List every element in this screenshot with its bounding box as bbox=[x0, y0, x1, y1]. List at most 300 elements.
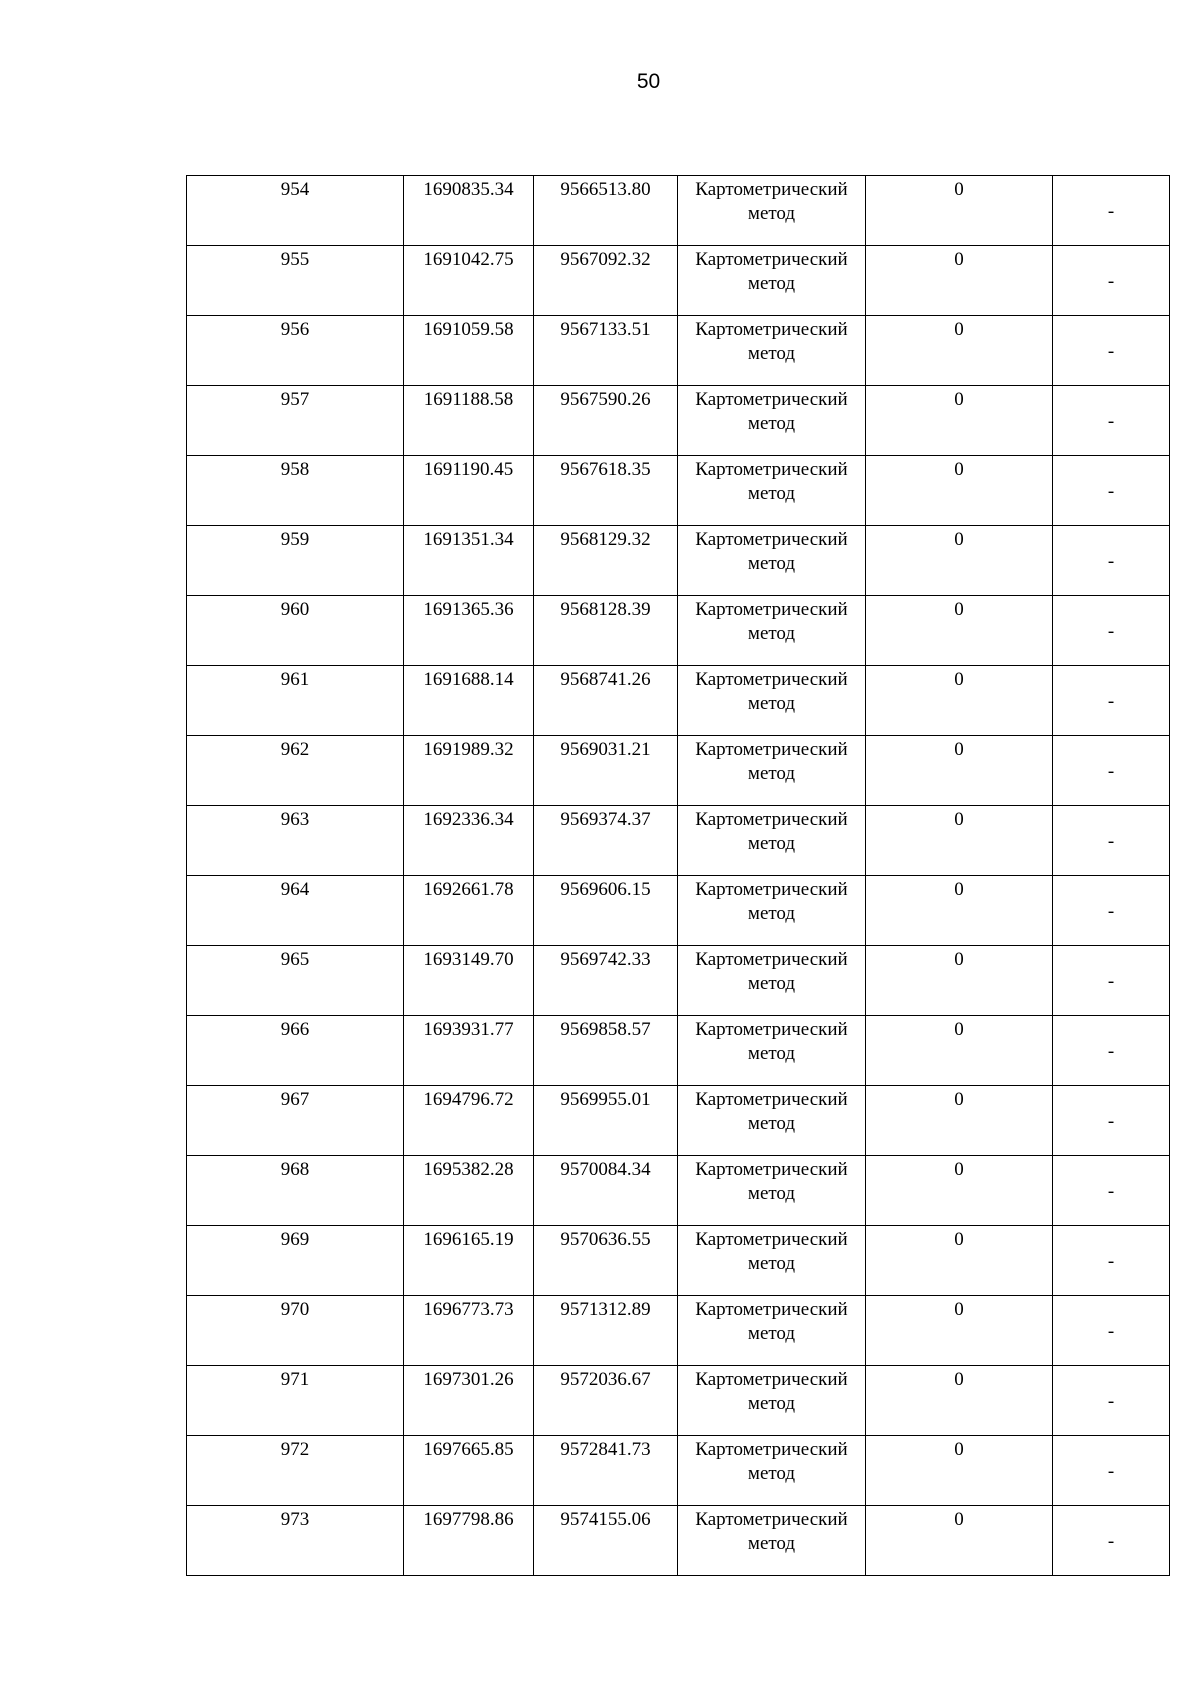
point-number-cell bbox=[187, 1366, 404, 1436]
x-coordinate-text: 1697301.26 bbox=[423, 1369, 514, 1390]
error-cell bbox=[866, 1016, 1053, 1086]
point-number-cell bbox=[187, 456, 404, 526]
point-number-cell bbox=[187, 526, 404, 596]
point-number-text: 973 bbox=[280, 1509, 310, 1530]
y-coordinate-text: 9571312.89 bbox=[560, 1299, 651, 1320]
method-text bbox=[678, 806, 865, 856]
y-coordinate-text: 9574155.06 bbox=[560, 1509, 651, 1530]
method-text bbox=[678, 1506, 865, 1556]
error-cell bbox=[866, 666, 1053, 736]
error-text: 0 bbox=[954, 459, 964, 480]
y-coordinate-cell bbox=[534, 736, 678, 806]
y-coordinate-cell bbox=[534, 1086, 678, 1156]
method-line-2: метод bbox=[747, 1183, 796, 1204]
point-number-cell bbox=[187, 1436, 404, 1506]
y-coordinate-text: 9567092.32 bbox=[560, 249, 651, 270]
method-cell bbox=[678, 596, 866, 666]
point-number-cell bbox=[187, 386, 404, 456]
note-text: - bbox=[1107, 1180, 1115, 1202]
table-row bbox=[187, 246, 1170, 316]
method-line-1: Картометрический bbox=[695, 1439, 848, 1460]
table-row bbox=[187, 1366, 1170, 1436]
note-cell bbox=[1053, 1226, 1170, 1296]
note-cell bbox=[1053, 526, 1170, 596]
method-cell bbox=[678, 386, 866, 456]
method-line-2: метод bbox=[747, 1043, 796, 1064]
error-cell bbox=[866, 1506, 1053, 1576]
x-coordinate-cell bbox=[404, 176, 534, 246]
method-line-2: метод bbox=[747, 1113, 796, 1134]
error-text: 0 bbox=[954, 249, 964, 270]
method-line-2: метод bbox=[747, 343, 796, 364]
note-text: - bbox=[1107, 830, 1115, 852]
error-text: 0 bbox=[954, 669, 964, 690]
y-coordinate-text: 9566513.80 bbox=[560, 179, 651, 200]
method-line-2: метод bbox=[747, 203, 796, 224]
note-text: - bbox=[1107, 900, 1115, 922]
method-cell bbox=[678, 666, 866, 736]
note-text: - bbox=[1107, 760, 1115, 782]
method-line-1: Картометрический bbox=[695, 1089, 848, 1110]
point-number-text: 954 bbox=[280, 179, 310, 200]
error-text: 0 bbox=[954, 1299, 964, 1320]
error-cell bbox=[866, 386, 1053, 456]
method-line-2: метод bbox=[747, 1323, 796, 1344]
note-cell bbox=[1053, 876, 1170, 946]
error-cell bbox=[866, 176, 1053, 246]
x-coordinate-cell bbox=[404, 1366, 534, 1436]
y-coordinate-text: 9572036.67 bbox=[560, 1369, 651, 1390]
point-number-text: 961 bbox=[280, 669, 310, 690]
point-number-cell bbox=[187, 1156, 404, 1226]
x-coordinate-text: 1692661.78 bbox=[423, 879, 514, 900]
error-cell bbox=[866, 246, 1053, 316]
y-coordinate-cell bbox=[534, 526, 678, 596]
point-number-cell bbox=[187, 876, 404, 946]
point-number-text: 965 bbox=[280, 949, 310, 970]
method-line-1: Картометрический bbox=[695, 809, 848, 830]
y-coordinate-text: 9569742.33 bbox=[560, 949, 651, 970]
x-coordinate-cell bbox=[404, 1296, 534, 1366]
method-text bbox=[678, 176, 865, 226]
x-coordinate-text: 1696773.73 bbox=[423, 1299, 514, 1320]
y-coordinate-cell bbox=[534, 456, 678, 526]
method-text bbox=[678, 1436, 865, 1486]
point-number-text: 971 bbox=[280, 1369, 310, 1390]
method-cell bbox=[678, 1086, 866, 1156]
point-number-cell bbox=[187, 806, 404, 876]
table-row bbox=[187, 1226, 1170, 1296]
method-text bbox=[678, 1226, 865, 1276]
y-coordinate-text: 9568741.26 bbox=[560, 669, 651, 690]
error-text: 0 bbox=[954, 389, 964, 410]
y-coordinate-cell bbox=[534, 316, 678, 386]
x-coordinate-cell bbox=[404, 1156, 534, 1226]
note-text: - bbox=[1107, 1320, 1115, 1342]
x-coordinate-cell bbox=[404, 876, 534, 946]
coordinates-table bbox=[186, 175, 1170, 1576]
note-cell bbox=[1053, 1086, 1170, 1156]
method-cell bbox=[678, 176, 866, 246]
note-text: - bbox=[1107, 620, 1115, 642]
method-text bbox=[678, 596, 865, 646]
point-number-cell bbox=[187, 1226, 404, 1296]
method-cell bbox=[678, 806, 866, 876]
method-line-1: Картометрический bbox=[695, 1159, 848, 1180]
method-text bbox=[678, 1156, 865, 1206]
error-text: 0 bbox=[954, 319, 964, 340]
y-coordinate-cell bbox=[534, 176, 678, 246]
point-number-text: 955 bbox=[280, 249, 310, 270]
note-text: - bbox=[1107, 970, 1115, 992]
x-coordinate-cell bbox=[404, 526, 534, 596]
point-number-text: 970 bbox=[280, 1299, 310, 1320]
y-coordinate-text: 9567133.51 bbox=[560, 319, 651, 340]
method-cell bbox=[678, 1296, 866, 1366]
table-row bbox=[187, 316, 1170, 386]
note-cell bbox=[1053, 596, 1170, 666]
point-number-cell bbox=[187, 1296, 404, 1366]
method-text bbox=[678, 1366, 865, 1416]
x-coordinate-cell bbox=[404, 596, 534, 666]
method-line-1: Картометрический bbox=[695, 1369, 848, 1390]
method-line-1: Картометрический bbox=[695, 1019, 848, 1040]
method-text bbox=[678, 946, 865, 996]
point-number-cell bbox=[187, 596, 404, 666]
point-number-text: 972 bbox=[280, 1439, 310, 1460]
y-coordinate-text: 9569374.37 bbox=[560, 809, 651, 830]
point-number-cell bbox=[187, 246, 404, 316]
error-cell bbox=[866, 1156, 1053, 1226]
table-row bbox=[187, 736, 1170, 806]
point-number-text: 956 bbox=[280, 319, 310, 340]
method-line-1: Картометрический bbox=[695, 599, 848, 620]
note-cell bbox=[1053, 456, 1170, 526]
error-cell bbox=[866, 1366, 1053, 1436]
note-cell bbox=[1053, 1366, 1170, 1436]
error-cell bbox=[866, 946, 1053, 1016]
x-coordinate-text: 1693931.77 bbox=[423, 1019, 514, 1040]
note-text: - bbox=[1107, 410, 1115, 432]
error-cell bbox=[866, 806, 1053, 876]
point-number-cell bbox=[187, 1506, 404, 1576]
error-cell bbox=[866, 316, 1053, 386]
method-cell bbox=[678, 1156, 866, 1226]
x-coordinate-text: 1696165.19 bbox=[423, 1229, 514, 1250]
method-text bbox=[678, 1016, 865, 1066]
method-line-2: метод bbox=[747, 623, 796, 644]
y-coordinate-text: 9568129.32 bbox=[560, 529, 651, 550]
note-text: - bbox=[1107, 480, 1115, 502]
error-text: 0 bbox=[954, 1509, 964, 1530]
y-coordinate-text: 9569031.21 bbox=[560, 739, 651, 760]
y-coordinate-cell bbox=[534, 666, 678, 736]
y-coordinate-text: 9569606.15 bbox=[560, 879, 651, 900]
point-number-cell bbox=[187, 1016, 404, 1086]
note-text: - bbox=[1107, 690, 1115, 712]
method-text bbox=[678, 456, 865, 506]
method-line-2: метод bbox=[747, 1253, 796, 1274]
method-line-2: метод bbox=[747, 973, 796, 994]
table-row bbox=[187, 806, 1170, 876]
method-line-1: Картометрический bbox=[695, 529, 848, 550]
method-cell bbox=[678, 1506, 866, 1576]
method-line-2: метод bbox=[747, 273, 796, 294]
method-cell bbox=[678, 1016, 866, 1086]
x-coordinate-text: 1691042.75 bbox=[423, 249, 514, 270]
table-row bbox=[187, 1086, 1170, 1156]
method-text bbox=[678, 526, 865, 576]
note-cell bbox=[1053, 1156, 1170, 1226]
y-coordinate-cell bbox=[534, 1226, 678, 1296]
error-cell bbox=[866, 1436, 1053, 1506]
note-cell bbox=[1053, 316, 1170, 386]
table-row bbox=[187, 1436, 1170, 1506]
y-coordinate-cell bbox=[534, 876, 678, 946]
method-line-1: Картометрический bbox=[695, 739, 848, 760]
table-row bbox=[187, 666, 1170, 736]
x-coordinate-cell bbox=[404, 246, 534, 316]
method-cell bbox=[678, 456, 866, 526]
y-coordinate-text: 9568128.39 bbox=[560, 599, 651, 620]
x-coordinate-text: 1691059.58 bbox=[423, 319, 514, 340]
note-cell bbox=[1053, 386, 1170, 456]
table-row bbox=[187, 456, 1170, 526]
point-number-text: 966 bbox=[280, 1019, 310, 1040]
method-line-1: Картометрический bbox=[695, 1299, 848, 1320]
error-text: 0 bbox=[954, 1439, 964, 1460]
y-coordinate-text: 9570636.55 bbox=[560, 1229, 651, 1250]
y-coordinate-cell bbox=[534, 386, 678, 456]
error-cell bbox=[866, 736, 1053, 806]
method-line-1: Картометрический bbox=[695, 389, 848, 410]
method-line-1: Картометрический bbox=[695, 179, 848, 200]
page-number: 50 bbox=[636, 70, 661, 93]
error-cell bbox=[866, 526, 1053, 596]
point-number-cell bbox=[187, 946, 404, 1016]
error-text: 0 bbox=[954, 949, 964, 970]
method-text bbox=[678, 246, 865, 296]
method-text bbox=[678, 316, 865, 366]
note-cell bbox=[1053, 1296, 1170, 1366]
y-coordinate-cell bbox=[534, 1016, 678, 1086]
note-cell bbox=[1053, 946, 1170, 1016]
x-coordinate-text: 1691688.14 bbox=[423, 669, 514, 690]
point-number-cell bbox=[187, 736, 404, 806]
point-number-cell bbox=[187, 176, 404, 246]
method-line-1: Картометрический bbox=[695, 949, 848, 970]
method-cell bbox=[678, 736, 866, 806]
x-coordinate-cell bbox=[404, 386, 534, 456]
note-cell bbox=[1053, 176, 1170, 246]
method-text bbox=[678, 876, 865, 926]
y-coordinate-text: 9567590.26 bbox=[560, 389, 651, 410]
note-text: - bbox=[1107, 1390, 1115, 1412]
point-number-cell bbox=[187, 316, 404, 386]
y-coordinate-cell bbox=[534, 596, 678, 666]
y-coordinate-cell bbox=[534, 1156, 678, 1226]
y-coordinate-text: 9569955.01 bbox=[560, 1089, 651, 1110]
method-text bbox=[678, 1296, 865, 1346]
method-cell bbox=[678, 526, 866, 596]
error-text: 0 bbox=[954, 809, 964, 830]
x-coordinate-text: 1690835.34 bbox=[423, 179, 514, 200]
y-coordinate-text: 9572841.73 bbox=[560, 1439, 651, 1460]
method-line-1: Картометрический bbox=[695, 1509, 848, 1530]
method-line-1: Картометрический bbox=[695, 459, 848, 480]
error-cell bbox=[866, 876, 1053, 946]
note-cell bbox=[1053, 1436, 1170, 1506]
note-text: - bbox=[1107, 1250, 1115, 1272]
note-text: - bbox=[1107, 1460, 1115, 1482]
x-coordinate-cell bbox=[404, 1226, 534, 1296]
point-number-text: 962 bbox=[280, 739, 310, 760]
table-row bbox=[187, 1296, 1170, 1366]
error-text: 0 bbox=[954, 1089, 964, 1110]
note-cell bbox=[1053, 736, 1170, 806]
x-coordinate-cell bbox=[404, 1436, 534, 1506]
x-coordinate-cell bbox=[404, 1016, 534, 1086]
table-row bbox=[187, 876, 1170, 946]
note-text: - bbox=[1107, 550, 1115, 572]
method-line-2: метод bbox=[747, 1533, 796, 1554]
point-number-text: 967 bbox=[280, 1089, 310, 1110]
x-coordinate-text: 1695382.28 bbox=[423, 1159, 514, 1180]
error-text: 0 bbox=[954, 179, 964, 200]
note-text: - bbox=[1107, 340, 1115, 362]
y-coordinate-cell bbox=[534, 1506, 678, 1576]
point-number-text: 959 bbox=[280, 529, 310, 550]
error-text: 0 bbox=[954, 739, 964, 760]
error-text: 0 bbox=[954, 1159, 964, 1180]
x-coordinate-text: 1691188.58 bbox=[423, 389, 514, 410]
table-row bbox=[187, 1016, 1170, 1086]
y-coordinate-cell bbox=[534, 1436, 678, 1506]
error-cell bbox=[866, 596, 1053, 666]
method-line-2: метод bbox=[747, 763, 796, 784]
method-line-2: метод bbox=[747, 693, 796, 714]
method-text bbox=[678, 386, 865, 436]
point-number-cell bbox=[187, 666, 404, 736]
x-coordinate-cell bbox=[404, 736, 534, 806]
error-cell bbox=[866, 1226, 1053, 1296]
x-coordinate-text: 1697798.86 bbox=[423, 1509, 514, 1530]
method-cell bbox=[678, 316, 866, 386]
method-line-1: Картометрический bbox=[695, 669, 848, 690]
note-cell bbox=[1053, 666, 1170, 736]
error-text: 0 bbox=[954, 879, 964, 900]
x-coordinate-cell bbox=[404, 946, 534, 1016]
error-text: 0 bbox=[954, 1229, 964, 1250]
point-number-text: 960 bbox=[280, 599, 310, 620]
x-coordinate-text: 1691365.36 bbox=[423, 599, 514, 620]
point-number-text: 963 bbox=[280, 809, 310, 830]
x-coordinate-cell bbox=[404, 316, 534, 386]
y-coordinate-cell bbox=[534, 946, 678, 1016]
method-line-2: метод bbox=[747, 833, 796, 854]
method-cell bbox=[678, 876, 866, 946]
point-number-text: 958 bbox=[280, 459, 310, 480]
note-text: - bbox=[1107, 1110, 1115, 1132]
method-text bbox=[678, 666, 865, 716]
method-line-1: Картометрический bbox=[695, 249, 848, 270]
x-coordinate-cell bbox=[404, 456, 534, 526]
x-coordinate-text: 1692336.34 bbox=[423, 809, 514, 830]
error-cell bbox=[866, 1296, 1053, 1366]
note-text: - bbox=[1107, 1040, 1115, 1062]
y-coordinate-text: 9567618.35 bbox=[560, 459, 651, 480]
error-text: 0 bbox=[954, 1019, 964, 1040]
y-coordinate-cell bbox=[534, 806, 678, 876]
method-line-1: Картометрический bbox=[695, 319, 848, 340]
y-coordinate-cell bbox=[534, 246, 678, 316]
note-text: - bbox=[1107, 1530, 1115, 1552]
method-cell bbox=[678, 1226, 866, 1296]
table-row bbox=[187, 1156, 1170, 1226]
x-coordinate-cell bbox=[404, 1086, 534, 1156]
x-coordinate-text: 1691989.32 bbox=[423, 739, 514, 760]
point-number-text: 968 bbox=[280, 1159, 310, 1180]
x-coordinate-text: 1691190.45 bbox=[423, 459, 514, 480]
point-number-text: 957 bbox=[280, 389, 310, 410]
y-coordinate-text: 9570084.34 bbox=[560, 1159, 651, 1180]
table-row bbox=[187, 176, 1170, 246]
method-cell bbox=[678, 946, 866, 1016]
table-row bbox=[187, 386, 1170, 456]
error-text: 0 bbox=[954, 599, 964, 620]
point-number-text: 969 bbox=[280, 1229, 310, 1250]
method-line-2: метод bbox=[747, 553, 796, 574]
error-cell bbox=[866, 456, 1053, 526]
table-row bbox=[187, 526, 1170, 596]
y-coordinate-text: 9569858.57 bbox=[560, 1019, 651, 1040]
note-cell bbox=[1053, 806, 1170, 876]
x-coordinate-cell bbox=[404, 666, 534, 736]
x-coordinate-cell bbox=[404, 1506, 534, 1576]
method-line-2: метод bbox=[747, 903, 796, 924]
note-cell bbox=[1053, 1016, 1170, 1086]
table-row bbox=[187, 596, 1170, 666]
y-coordinate-cell bbox=[534, 1366, 678, 1436]
method-line-2: метод bbox=[747, 1393, 796, 1414]
note-cell bbox=[1053, 1506, 1170, 1576]
y-coordinate-cell bbox=[534, 1296, 678, 1366]
method-line-2: метод bbox=[747, 483, 796, 504]
method-text bbox=[678, 1086, 865, 1136]
error-text: 0 bbox=[954, 529, 964, 550]
error-text: 0 bbox=[954, 1369, 964, 1390]
point-number-cell bbox=[187, 1086, 404, 1156]
note-text: - bbox=[1107, 200, 1115, 222]
method-line-1: Картометрический bbox=[695, 879, 848, 900]
x-coordinate-text: 1694796.72 bbox=[423, 1089, 514, 1110]
x-coordinate-text: 1691351.34 bbox=[423, 529, 514, 550]
method-cell bbox=[678, 1366, 866, 1436]
note-text: - bbox=[1107, 270, 1115, 292]
method-line-2: метод bbox=[747, 413, 796, 434]
note-cell bbox=[1053, 246, 1170, 316]
error-cell bbox=[866, 1086, 1053, 1156]
point-number-text: 964 bbox=[280, 879, 310, 900]
table-row bbox=[187, 1506, 1170, 1576]
x-coordinate-text: 1693149.70 bbox=[423, 949, 514, 970]
method-cell bbox=[678, 1436, 866, 1506]
method-line-2: метод bbox=[747, 1463, 796, 1484]
method-line-1: Картометрический bbox=[695, 1229, 848, 1250]
method-cell bbox=[678, 246, 866, 316]
x-coordinate-text: 1697665.85 bbox=[423, 1439, 514, 1460]
x-coordinate-cell bbox=[404, 806, 534, 876]
